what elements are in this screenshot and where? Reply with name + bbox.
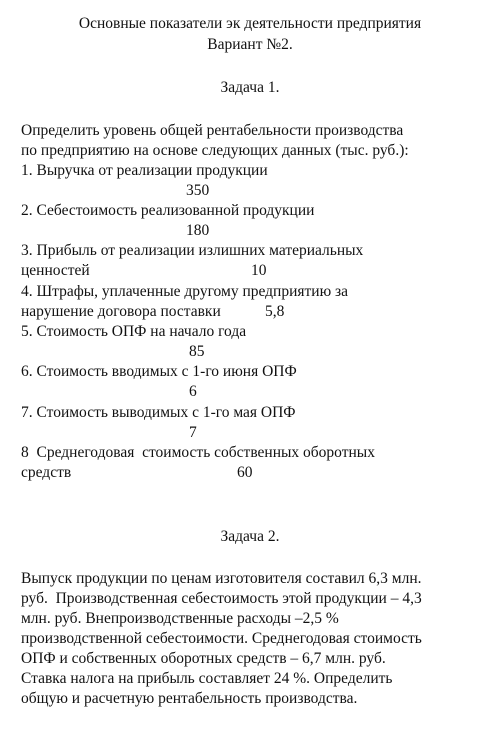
task1-item5-value: 85 bbox=[189, 343, 205, 360]
task2-line-2: руб. Производственная себестоимость этой продукции – 4,3 bbox=[21, 590, 422, 607]
task1-item7-label: 7. Стоимость выводимых с 1-го мая ОПФ bbox=[21, 404, 296, 421]
task1-item7-value: 7 bbox=[189, 424, 197, 441]
task1-item3-value: 10 bbox=[251, 262, 267, 279]
task1-item2-value: 180 bbox=[186, 222, 210, 239]
task1-item6-value: 6 bbox=[189, 383, 197, 400]
task1-item3-label-line1: 3. Прибыль от реализации излишних материальных bbox=[21, 242, 364, 259]
task2-line-7: общую и расчетную рентабельность производства. bbox=[21, 690, 358, 707]
task1-item8-label-line2: средств bbox=[21, 464, 72, 481]
task2-heading: Задача 2. bbox=[220, 528, 280, 545]
task1-item6-label: 6. Стоимость вводимых с 1-го июня ОПФ bbox=[21, 363, 297, 380]
task1-item1-value: 350 bbox=[186, 182, 210, 199]
task2-line-3: млн. руб. Внепроизводственные расходы –2,5 % bbox=[21, 610, 339, 627]
task1-item5-label: 5. Стоимость ОПФ на начало года bbox=[21, 323, 247, 340]
task2-line-4: производственной себестоимости. Среднегодовая стоимость bbox=[21, 630, 422, 647]
variant-label: Вариант №2. bbox=[207, 36, 293, 53]
task2-line-6: Ставка налога на прибыль составляет 24 %. Определить bbox=[21, 670, 393, 687]
task1-item8-value: 60 bbox=[237, 464, 253, 481]
task1-intro-line-1: Определить уровень общей рентабельности производства bbox=[21, 122, 404, 139]
task1-item3-label-line2: ценностей bbox=[21, 262, 90, 279]
task2-line-5: ОПФ и собственных оборотных средств – 6,7 млн. руб. bbox=[21, 650, 386, 667]
task1-intro-line-2: по предприятию на основе следующих данных (тыс. руб.): bbox=[21, 142, 409, 159]
document-title: Основные показатели эк деятельности предприятия bbox=[78, 15, 422, 32]
task1-item8-label-line1: 8 Среднегодовая стоимость собственных оборотных bbox=[21, 444, 375, 461]
task1-item4-label-line1: 4. Штрафы, уплаченные другому предприятию за bbox=[21, 283, 349, 300]
task1-heading: Задача 1. bbox=[220, 79, 280, 96]
task1-item4-value: 5,8 bbox=[265, 303, 285, 320]
task1-item1-label: 1. Выручка от реализации продукции bbox=[21, 162, 268, 179]
task2-line-1: Выпуск продукции по ценам изготовителя составил 6,3 млн. bbox=[21, 570, 422, 587]
task1-item2-label: 2. Себестоимость реализованной продукции bbox=[21, 202, 315, 219]
task1-item4-label-line2: нарушение договора поставки bbox=[21, 303, 221, 320]
